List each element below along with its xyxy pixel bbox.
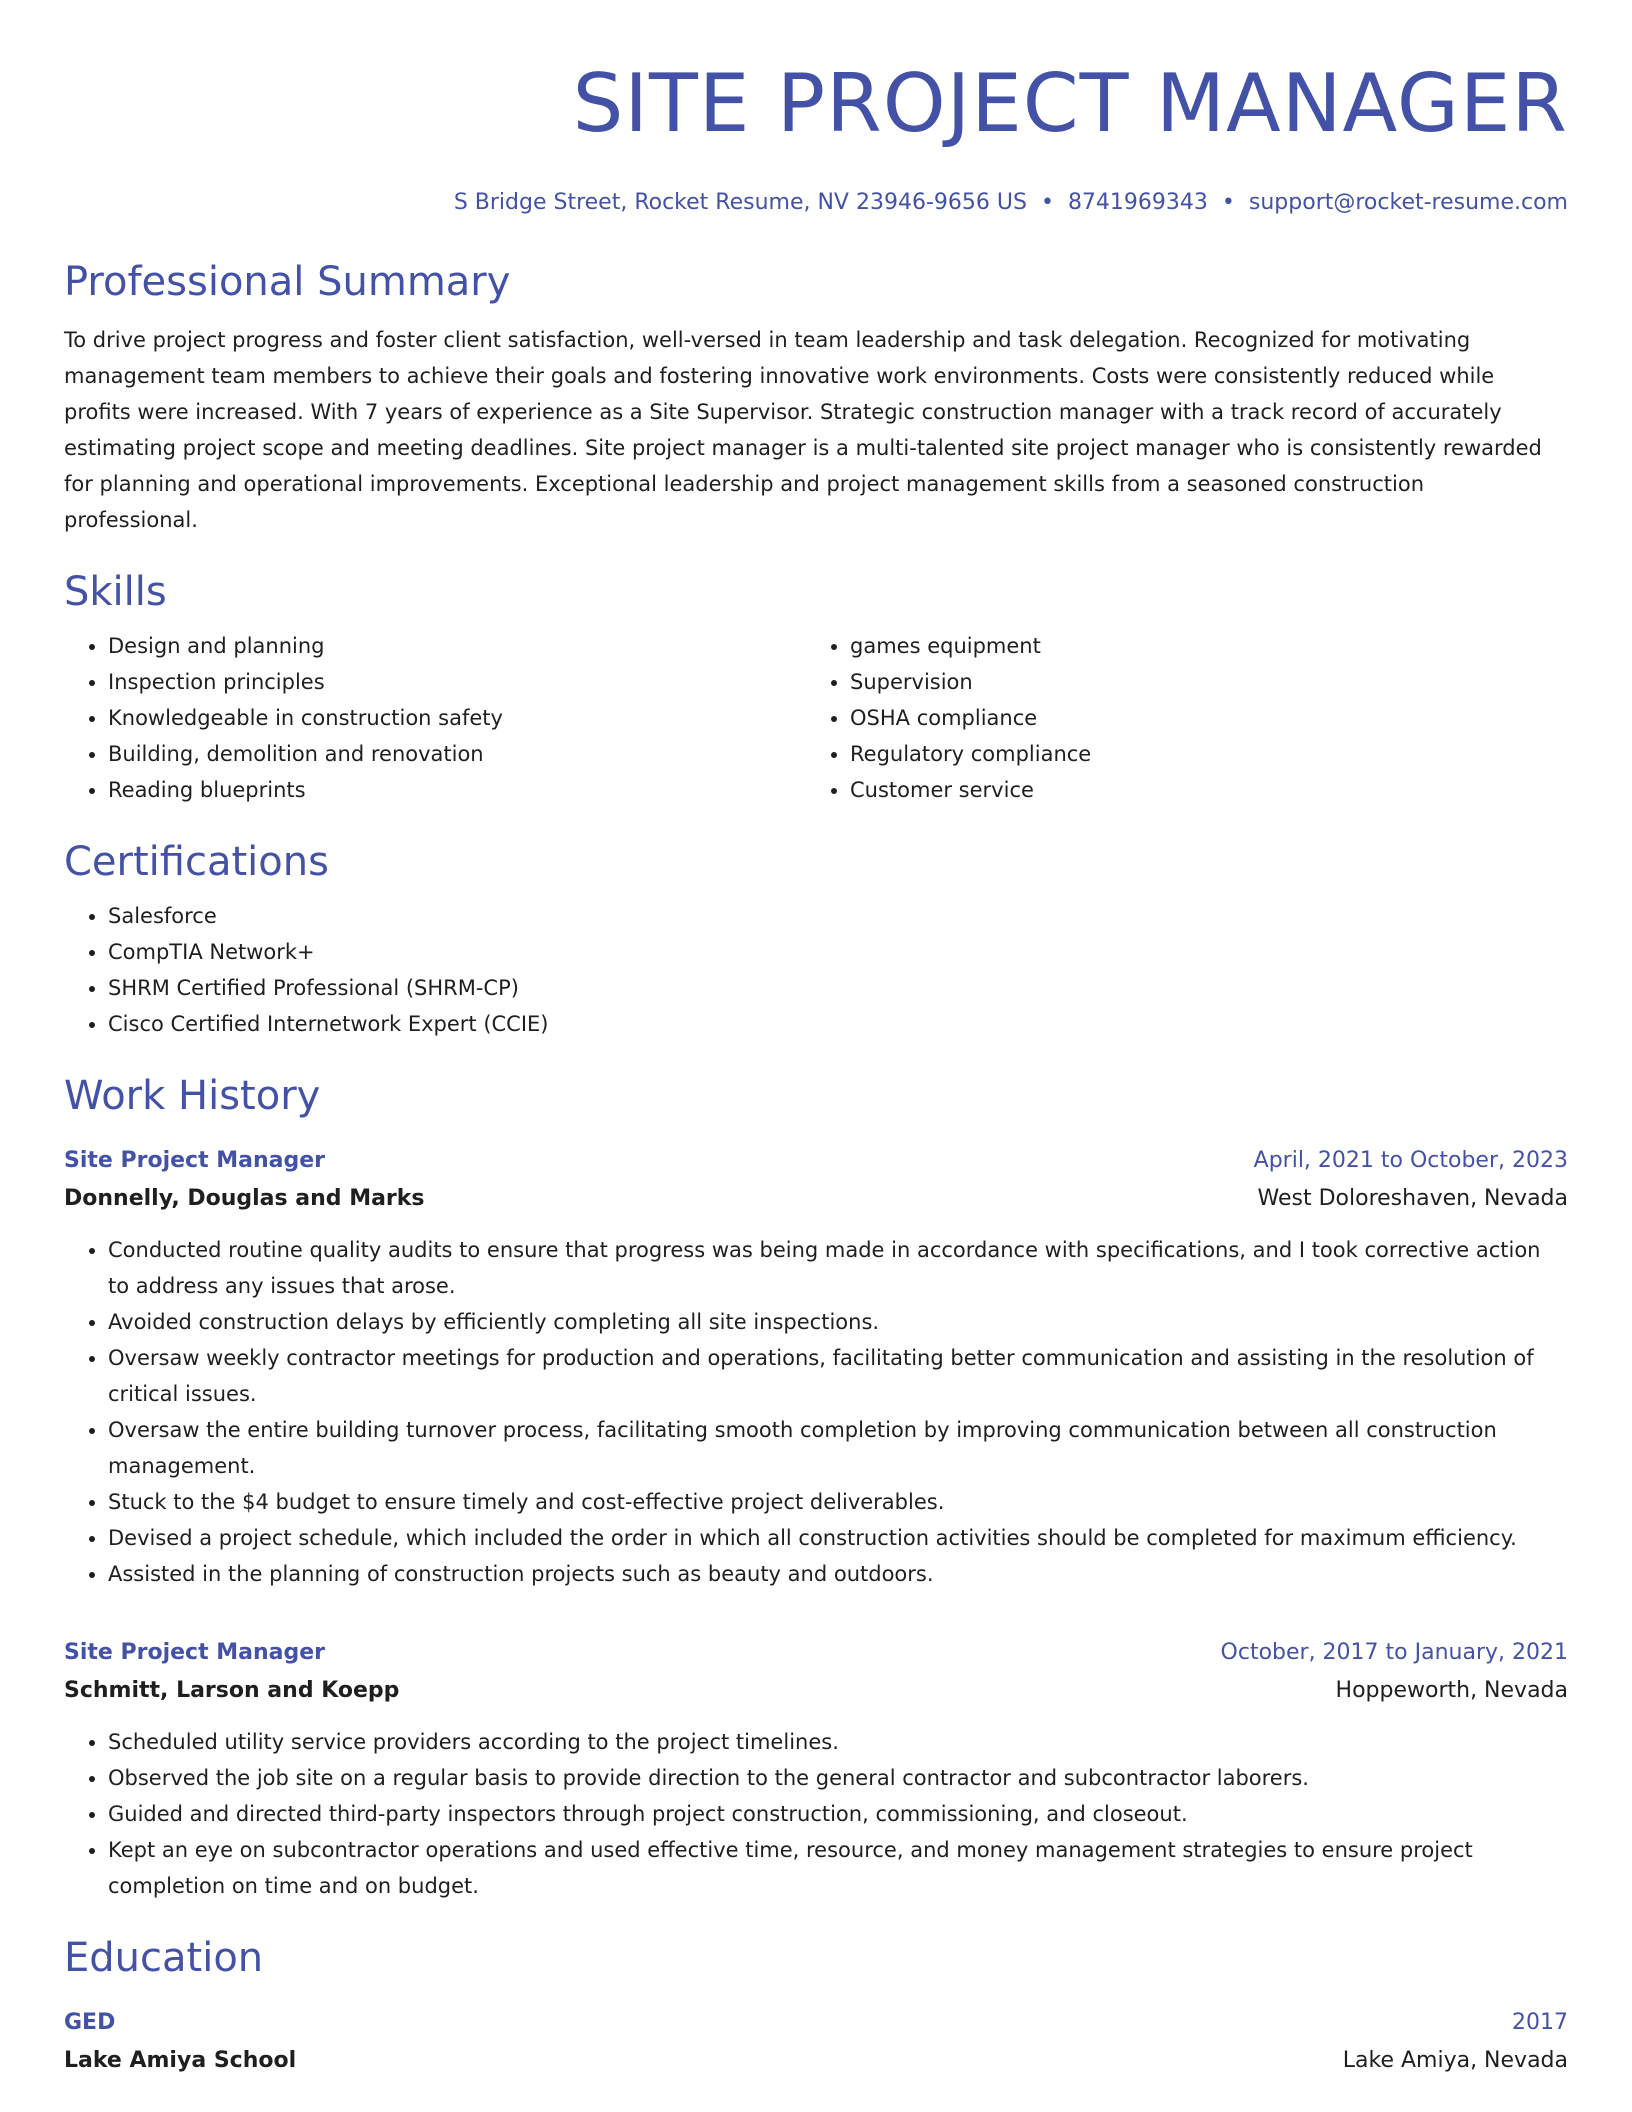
resume-page	[64, 0, 1568, 2080]
list-item: • Customer service	[850, 772, 1548, 808]
list-item: • CompTIA Network+	[108, 934, 1568, 970]
certifications-heading: Certifications	[64, 839, 329, 885]
summary-heading: Professional Summary	[64, 259, 511, 305]
education-year: 2017	[1512, 2010, 1568, 2035]
skills-list-right	[806, 628, 1548, 808]
list-item: • Devised a project schedule, which included the order in which all construction activities should be completed for maximum efficiency.	[108, 1520, 1568, 1556]
separator-dot: •	[1221, 190, 1235, 215]
certifications-list	[64, 898, 1568, 1042]
certifications-section	[64, 838, 1568, 1042]
list-item: • Salesforce	[108, 898, 1568, 934]
job-title: Site Project Manager	[64, 1640, 326, 1665]
job-bullets	[64, 1724, 1568, 1904]
job-company-row	[64, 1180, 1568, 1218]
job-bullets	[64, 1232, 1568, 1592]
list-item: • Observed the job site on a regular basis to provide direction to the general contractor and subcontractor laborers.	[108, 1760, 1568, 1796]
skills-grid	[64, 628, 1568, 808]
list-item: • Knowledgeable in construction safety	[108, 700, 806, 736]
job-entry	[64, 1634, 1568, 1904]
education-heading: Education	[64, 1935, 264, 1981]
email-link[interactable]: support@rocket-resume.com	[1248, 190, 1568, 215]
education-entry	[64, 2004, 1568, 2080]
contact-line	[64, 188, 1568, 218]
job-dates: October, 2017 to January, 2021	[1220, 1640, 1568, 1665]
list-item: • Design and planning	[108, 628, 806, 664]
job-company-row	[64, 1672, 1568, 1710]
job-company: Schmitt, Larson and Koepp	[64, 1678, 400, 1703]
education-section	[64, 1934, 1568, 2080]
list-item: • Stuck to the $4 budget to ensure timely and cost-effective project deliverables.	[108, 1484, 1568, 1520]
education-degree-row	[64, 2004, 1568, 2042]
education-school-row	[64, 2042, 1568, 2080]
list-item: • Avoided construction delays by efficiently completing all site inspections.	[108, 1304, 1568, 1340]
list-item: • Oversaw weekly contractor meetings for production and operations, facilitating better communication and assisting in the resolution of critical issues.	[108, 1340, 1568, 1412]
list-item: • Kept an eye on subcontractor operations and used effective time, resource, and money management strategies to ensure project completion on time and on budget.	[108, 1832, 1568, 1904]
skills-section	[64, 568, 1568, 808]
job-title-row	[64, 1634, 1568, 1672]
education-location: Lake Amiya, Nevada	[1342, 2048, 1568, 2073]
list-item: • Assisted in the planning of construction projects such as beauty and outdoors.	[108, 1556, 1568, 1592]
education-school: Lake Amiya School	[64, 2048, 297, 2073]
list-item: • SHRM Certified Professional (SHRM-CP)	[108, 970, 1568, 1006]
list-item: • Cisco Certified Internetwork Expert (CCIE)	[108, 1006, 1568, 1042]
list-item: • OSHA compliance	[850, 700, 1548, 736]
job-entry	[64, 1142, 1568, 1592]
phone: 8741969343	[1067, 190, 1208, 215]
list-item: • Conducted routine quality audits to ensure that progress was being made in accordance with specifications, and I took corrective action to address any issues that arose.	[108, 1232, 1568, 1304]
list-item: • Regulatory compliance	[850, 736, 1548, 772]
job-dates: April, 2021 to October, 2023	[1253, 1148, 1568, 1173]
education-degree: GED	[64, 2010, 116, 2035]
list-item: • Inspection principles	[108, 664, 806, 700]
work-history-section	[64, 1072, 1568, 1904]
list-item: • Building, demolition and renovation	[108, 736, 806, 772]
skills-heading: Skills	[64, 569, 167, 615]
job-location: Hoppeworth, Nevada	[1335, 1678, 1568, 1703]
job-title-row	[64, 1142, 1568, 1180]
work-history-heading: Work History	[64, 1073, 321, 1119]
job-location: West Doloreshaven, Nevada	[1257, 1186, 1568, 1211]
list-item: • Scheduled utility service providers according to the project timelines.	[108, 1724, 1568, 1760]
summary-text: To drive project progress and foster client satisfaction, well-versed in team leadership and task delegation. Recognized for motivating management team members to achieve their goals and fostering innovative work environments. Costs were consistently reduced while profits were increased. With 7 years of experience as a Site Supervisor. Strategic construction manager with a track record of accurately estimating project scope and meeting deadlines. Site project manager is a multi-talented site project manager who is consistently rewarded for planning and operational improvements. Exceptional leadership and project management skills from a seasoned construction professional.	[64, 328, 1542, 532]
address: S Bridge Street, Rocket Resume, NV 23946-9656 US	[453, 190, 1027, 215]
separator-dot: •	[1040, 190, 1054, 215]
job-title: Site Project Manager	[64, 1148, 326, 1173]
list-item: • Guided and directed third-party inspectors through project construction, commissioning, and closeout.	[108, 1796, 1568, 1832]
resume-name: SITE PROJECT MANAGER	[572, 57, 1568, 150]
job-company: Donnelly, Douglas and Marks	[64, 1186, 425, 1211]
list-item: • Supervision	[850, 664, 1548, 700]
list-item: • games equipment	[850, 628, 1548, 664]
summary-section	[64, 258, 1568, 538]
skills-list-left	[64, 628, 806, 808]
list-item: • Reading blueprints	[108, 772, 806, 808]
list-item: • Oversaw the entire building turnover process, facilitating smooth completion by improving communication between all construction management.	[108, 1412, 1568, 1484]
